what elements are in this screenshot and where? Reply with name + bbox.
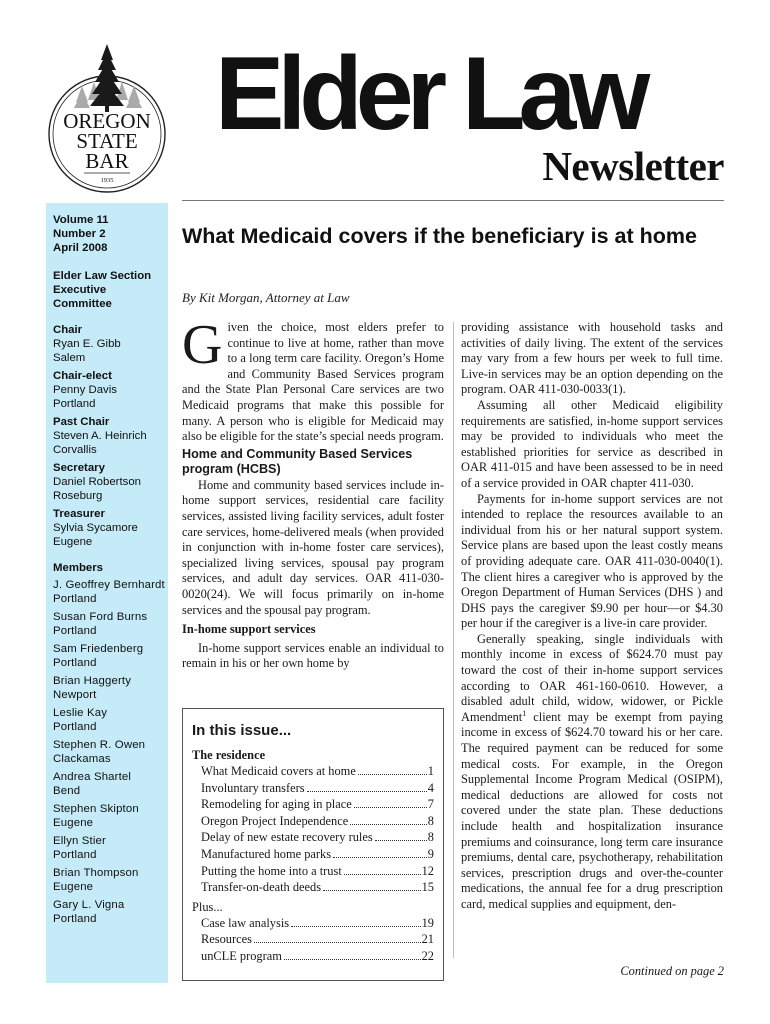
toc-entry[interactable]: [192, 915, 434, 932]
toc-entry-title: What Medicaid covers at home: [201, 764, 356, 778]
member-name: Leslie Kay: [53, 707, 108, 719]
member-city: Portland: [53, 593, 97, 605]
logo-line-oregon: OREGON: [63, 109, 151, 133]
toc-entry-page: 22: [421, 948, 434, 963]
issue-volume: Volume 11: [53, 214, 109, 226]
officer-city: Eugene: [53, 536, 93, 548]
toc-leader: [284, 959, 421, 960]
officer-title: Treasurer: [53, 508, 105, 520]
toc-entry-page: 12: [421, 863, 434, 878]
member-city: Portland: [53, 657, 97, 669]
officer-treasurer: [53, 507, 168, 549]
officer-chair-elect: [53, 369, 168, 411]
member-item: [53, 770, 168, 798]
officer-city: Portland: [53, 398, 96, 410]
member-city: Portland: [53, 721, 97, 733]
officer-title: Chair-elect: [53, 370, 112, 382]
logo-line-bar: BAR: [85, 149, 129, 173]
section-heading-line: Elder Law Section: [53, 270, 152, 282]
toc-leader: [358, 774, 427, 775]
officer-city: Salem: [53, 352, 86, 364]
member-item: [53, 834, 168, 862]
toc-leader: [291, 926, 421, 927]
issue-number: Number 2: [53, 228, 106, 240]
article-title: What Medicaid covers if the beneficiary is at home: [182, 224, 697, 248]
member-name: Brian Haggerty: [53, 675, 132, 687]
article-column-left: [182, 314, 444, 672]
body-paragraph: Payments for in-home support services are not intended to replace the resources available to an individual from his or her natural support system. Service plans are based upon the least costly means of providing adequate care. OAR 411-030-0040(1). The client hires a caregiver who is approved by the Oregon Department of Human Services (DHS ) and DHS pays the caregiver $9.90 per hour—or $4.30 per hour if the caregiver is a live-in care provider.: [461, 491, 723, 631]
toc-group-heading: The residence: [192, 748, 266, 762]
officer-secretary: [53, 461, 168, 503]
toc-entry-page: 21: [421, 932, 434, 947]
toc-leader: [354, 807, 427, 808]
member-item: [53, 866, 168, 894]
officer-city: Corvallis: [53, 444, 97, 456]
officer-name: Penny Davis: [53, 384, 117, 396]
member-name: Brian Thompson: [53, 867, 139, 879]
toc-entry-page: 15: [421, 880, 434, 895]
member-name: Gary L. Vigna: [53, 899, 125, 911]
member-city: Portland: [53, 913, 97, 925]
member-city: Portland: [53, 849, 97, 861]
masthead-rule: [182, 200, 724, 201]
toc-leader: [333, 857, 427, 858]
continued-on-page[interactable]: Continued on page 2: [620, 964, 724, 978]
officer-name: Ryan E. Gibb: [53, 338, 121, 350]
toc-entry-title: Case law analysis: [201, 915, 290, 930]
toc-entry[interactable]: [192, 879, 434, 896]
footnote-marker: 1: [522, 708, 527, 718]
member-item: [53, 674, 168, 702]
toc-leader: [375, 840, 427, 841]
member-city: Eugene: [53, 881, 94, 893]
drop-cap: G: [182, 314, 223, 376]
toc-group-heading: Plus...: [192, 899, 223, 914]
committee-officers: [53, 323, 168, 549]
toc-title: In this issue...: [192, 722, 292, 739]
body-paragraph: Assuming all other Medicaid eligibility requirements are satisfied, in-home support services may be provided to individuals who meet the established priorities for service as described in OAR 411-015 and have been assessed to be in need of a service provided in OAR chapter 411-030.: [461, 397, 723, 490]
member-name: Stephen R. Owen: [53, 739, 146, 751]
toc-entry[interactable]: [192, 813, 434, 830]
member-item: [53, 642, 168, 670]
section-heading-line: Executive: [53, 284, 107, 296]
toc-entry[interactable]: [192, 931, 434, 948]
oregon-state-bar-logo: [44, 42, 170, 194]
member-city: Portland: [53, 625, 97, 637]
officer-city: Roseburg: [53, 490, 103, 502]
toc-entry-title: Transfer-on-death deeds: [201, 880, 322, 895]
toc-entry-page: 1: [427, 764, 434, 778]
toc-entry-page: 19: [421, 915, 434, 930]
toc-entry-title: unCLE program: [201, 948, 282, 963]
member-item: [53, 578, 168, 606]
toc-entry[interactable]: [192, 780, 434, 797]
inhome-paragraph: In-home support services enable an individual to remain in his or her own home by: [182, 640, 444, 671]
toc-entry-page: 8: [427, 813, 434, 828]
officer-title: Secretary: [53, 462, 105, 474]
member-name: Susan Ford Burns: [53, 611, 148, 623]
toc-leader: [344, 874, 421, 875]
toc-entry[interactable]: [192, 829, 434, 846]
member-city: Bend: [53, 785, 81, 797]
member-name: Sam Friedenberg: [53, 643, 144, 655]
issue-info: [53, 213, 168, 255]
body-paragraph: [461, 632, 723, 913]
toc-entry-page: 7: [427, 797, 434, 812]
officer-past-chair: [53, 415, 168, 457]
toc-leader: [350, 824, 427, 825]
logo-line-state: STATE: [76, 129, 138, 153]
member-item: [53, 802, 168, 830]
hcbs-heading: Home and Community Based Services program (HCBS): [182, 446, 413, 477]
officer-title: Past Chair: [53, 416, 110, 428]
toc-leader: [323, 890, 421, 891]
member-city: Eugene: [53, 817, 94, 829]
member-name: Ellyn Stier: [53, 835, 106, 847]
officer-chair: [53, 323, 168, 365]
toc-entry-title: Oregon Project Independence: [201, 813, 349, 828]
toc-entry-title: Manufactured home parks: [201, 846, 332, 861]
issue-date: April 2008: [53, 242, 108, 254]
toc-entry-title: Putting the home into a trust: [201, 863, 342, 878]
toc-entry[interactable]: [192, 948, 434, 965]
sidebar-committee: [46, 203, 168, 983]
member-item: [53, 898, 168, 926]
member-name: J. Geoffrey Bernhardt: [53, 579, 165, 591]
toc-entry[interactable]: [192, 846, 434, 863]
hcbs-paragraph: Home and community based services include in-home support services, residential care facility services, assisted living facility services, adult foster care services, home-delivered meals (when provided in conjunction with in-home foster care services), specialized living services, spousal pay program services, and adult day services. OAR 411-030-0020(24). We will focus primarily on in-home services and the spousal pay program.: [182, 477, 444, 617]
member-city: Newport: [53, 689, 97, 701]
member-item: [53, 610, 168, 638]
officer-name: Sylvia Sycamore: [53, 522, 138, 534]
toc-entry-title: Delay of new estate recovery rules: [201, 830, 373, 845]
officer-name: Steven A. Heinrich: [53, 430, 147, 442]
officer-name: Daniel Robertson: [53, 476, 142, 488]
masthead-subtitle: Newsletter: [542, 143, 724, 189]
toc-entry-page: 9: [427, 846, 434, 861]
section-heading-line: Committee: [53, 298, 112, 310]
toc-entry-title: Resources: [201, 932, 252, 947]
inhome-heading: In-home support services: [182, 622, 316, 637]
body-text: client may be exempt from paying income in excess of $624.70 toward his or her care. The required payment can be reduced for some medical costs. For example, in the Oregon Supplemental Income Program Medical (OSIPM), medical deductions are allowed for costs not covered under the state plan. These deductions include health and hospitalization insurance premiums and coinsurance, long term care insurance premiums, dental care, psychotherapy, rehabilitation services, prescription drugs and over-the-counter medications, the annual fee for a drug prescription card, medical supplies and equipment, den-: [461, 709, 723, 911]
logo-year: 1935: [100, 177, 114, 184]
article-byline: By Kit Morgan, Attorney at Law: [182, 290, 350, 305]
toc-entry-title: Involuntary transfers: [201, 780, 305, 795]
toc-entry-page: 4: [427, 780, 434, 795]
masthead-title: Elder Law: [215, 36, 644, 152]
section-heading: [53, 269, 168, 311]
body-text: Generally speaking, single individuals with monthly income in excess of $624.70 must pay toward the cost of their in-home support services according to OAR 461-160-0610. However, a disabled adult child, widow, widower, or Pickle Amendment: [461, 631, 723, 724]
intro-paragraph: [182, 314, 444, 445]
article-column-right: [461, 320, 723, 913]
column-divider: [453, 322, 454, 958]
members-list: [53, 578, 168, 926]
body-paragraph: providing assistance with household tasks and activities of daily living. The extent of the services may vary from a few hours per week to full time. Live-in services may be an option depending on the program. OAR 411-030-0033(1).: [461, 320, 723, 397]
toc-entry-title: Remodeling for aging in place: [201, 797, 352, 812]
members-heading: Members: [53, 562, 104, 574]
member-item: [53, 706, 168, 734]
member-name: Stephen Skipton: [53, 803, 139, 815]
member-name: Andrea Shartel: [53, 771, 132, 783]
toc-leader: [307, 791, 427, 792]
toc-entry[interactable]: [192, 863, 434, 880]
in-this-issue-box: [182, 708, 444, 981]
toc-entry-page: 8: [427, 830, 434, 845]
toc-entry[interactable]: [192, 763, 434, 780]
member-item: [53, 738, 168, 766]
toc-entry[interactable]: [192, 796, 434, 813]
intro-text: iven the choice, most elders prefer to continue to live at home, rather than move to a long term care facility. Oregon’s Home and Community Based Services program and the State Plan Personal Care services are two Medicaid programs that make this possible for many. A person who is eligible for Medicaid may also be eligible for the state’s special needs program.: [182, 320, 444, 444]
officer-title: Chair: [53, 324, 83, 336]
toc-leader: [254, 942, 421, 943]
member-city: Clackamas: [53, 753, 111, 765]
